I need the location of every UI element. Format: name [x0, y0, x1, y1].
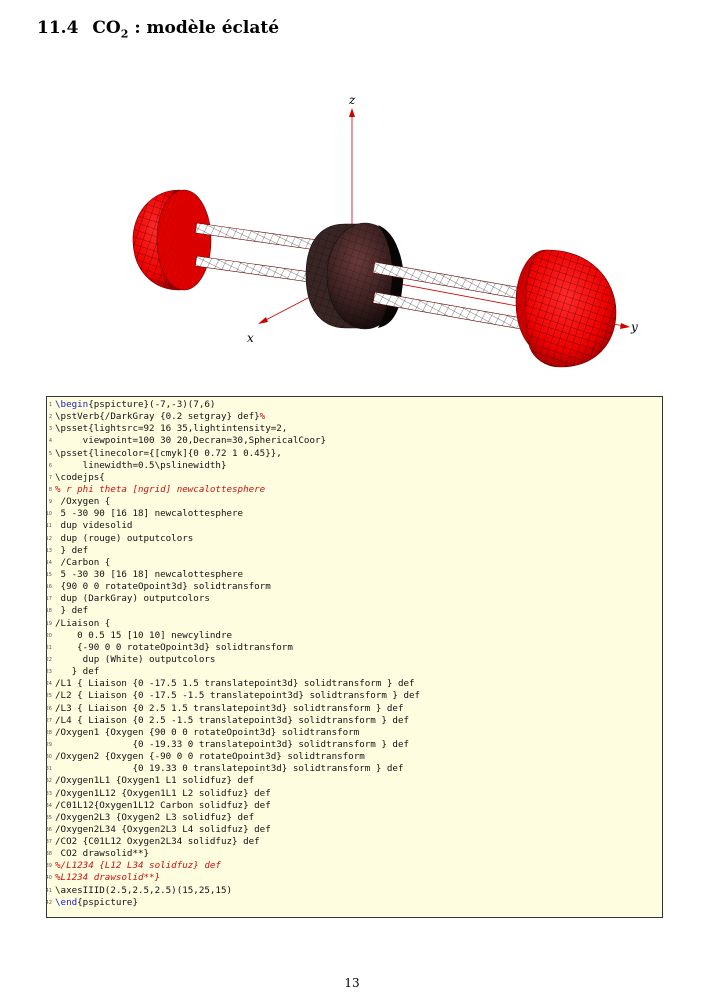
code-line: /Oxygen2L3 {Oxygen2 L3 solidfuz} def — [55, 811, 255, 823]
line-number: 12 — [45, 535, 52, 542]
line-number: 38 — [45, 851, 52, 858]
line-number: 37 — [45, 839, 52, 846]
line-number: 31 — [45, 766, 52, 773]
line-number: 3 — [48, 426, 52, 433]
code-line: {-90 0 0 rotateOpoint3d} solidtransform — [55, 641, 293, 653]
code-line: %/L1234 {L12 L34 solidfuz} def — [55, 860, 221, 872]
code-line: /L3 { Liaison {0 2.5 1.5 translatepoint3d} solidtransform } def — [55, 702, 404, 714]
code-line: 5 -30 30 [16 18] newcalottesphere — [55, 568, 244, 580]
line-number: 40 — [45, 875, 52, 882]
line-number: 4 — [48, 438, 52, 445]
x-axis-label: x — [247, 331, 254, 345]
code-line: 0 0.5 15 [10 10] newcylindre — [55, 629, 233, 641]
code-line: dup videsolid — [55, 520, 133, 532]
code-line: \codejps{ — [55, 471, 105, 483]
line-number: 26 — [45, 705, 52, 712]
line-number: 10 — [45, 511, 52, 518]
line-number: 18 — [45, 608, 52, 615]
line-number: 30 — [45, 754, 52, 761]
line-number: 6 — [48, 462, 52, 469]
code-line: /Oxygen1L12 {Oxygen1L1 L2 solidfuz} def — [55, 787, 271, 799]
line-number: 21 — [45, 644, 52, 651]
code-line: dup (rouge) outputcolors — [55, 532, 194, 544]
line-number: 11 — [45, 523, 52, 530]
line-number: 13 — [45, 547, 52, 554]
page-number: 13 — [344, 976, 360, 990]
code-line: } def — [55, 544, 89, 556]
code-line: \end{pspicture} — [55, 896, 138, 908]
code-line: \begin{pspicture}(-7,-3)(7,6) — [55, 399, 216, 410]
line-number: 23 — [45, 669, 52, 676]
line-number: 5 — [48, 450, 52, 457]
line-number: 9 — [48, 499, 52, 506]
line-number: 34 — [45, 802, 52, 809]
code-line: {0 19.33 0 translatepoint3d} solidtransform } def — [55, 763, 404, 775]
code-line-numbers — [40, 399, 52, 909]
code-line: 5 -30 90 [16 18] newcalottesphere — [55, 508, 244, 520]
code-line: /L4 { Liaison {0 2.5 -1.5 translatepoint3d} solidtransform } def — [55, 714, 410, 726]
z-axis-arrow — [349, 108, 355, 117]
code-line: /Carbon { — [55, 556, 111, 568]
line-number: 36 — [45, 826, 52, 833]
code-line: dup (White) outputcolors — [55, 653, 216, 665]
code-line: \psset{lightsrc=92 16 35,lightintensity=2, — [55, 423, 288, 435]
line-number: 19 — [45, 620, 52, 627]
code-line: } def — [55, 605, 89, 617]
section-title-suffix: : modèle éclaté — [128, 18, 280, 38]
code-line: /Oxygen2L34 {Oxygen2L3 L4 solidfuz} def — [55, 823, 271, 835]
line-number: 32 — [45, 778, 52, 785]
section-title-subscript: 2 — [120, 27, 129, 41]
line-number: 16 — [45, 584, 52, 591]
line-number: 42 — [45, 899, 52, 906]
line-number: 2 — [48, 414, 52, 421]
line-number: 17 — [45, 596, 52, 603]
code-line: \pstVerb{/DarkGray {0.2 setgray} def}% — [55, 411, 266, 423]
x-axis-arrow — [258, 317, 268, 324]
code-line: /C01L12{Oxygen1L12 Carbon solidfuz} def — [55, 799, 271, 811]
line-number: 33 — [45, 790, 52, 797]
code-line: linewidth=0.5\pslinewidth} — [55, 459, 227, 471]
code-line: % r phi theta [ngrid] newcalottesphere — [55, 483, 266, 495]
line-number: 8 — [48, 486, 52, 493]
code-line: {90 0 0 rotateOpoint3d} solidtransform — [55, 581, 271, 593]
line-number: 14 — [45, 559, 52, 566]
line-number: 7 — [48, 474, 52, 481]
code-line: /Oxygen1 {Oxygen {90 0 0 rotateOpoint3d} solidtransform — [55, 726, 360, 738]
code-line: dup (DarkGray) outputcolors — [55, 593, 210, 605]
line-number: 35 — [45, 814, 52, 821]
code-line: /Oxygen { — [55, 496, 111, 508]
line-number: 39 — [45, 863, 52, 870]
section-title-prefix: CO — [92, 18, 121, 38]
line-number: 27 — [45, 717, 52, 724]
section-heading — [37, 18, 279, 40]
bond-cylinders-right — [373, 262, 523, 329]
line-number: 41 — [45, 887, 52, 894]
line-number: 15 — [45, 571, 52, 578]
code-line: CO2 drawsolid**} — [55, 848, 150, 860]
line-number: 24 — [45, 681, 52, 688]
line-number: 22 — [45, 656, 52, 663]
code-line: /Oxygen2 {Oxygen {-90 0 0 rotateOpoint3d} solidtransform — [55, 751, 365, 763]
code-line: \psset{linecolor={[cmyk]{0 0.72 1 0.45}}, — [55, 447, 282, 459]
carbon-atom — [306, 223, 403, 329]
line-number: 29 — [45, 741, 52, 748]
code-line: viewpoint=100 30 20,Decran=30,SphericalCoor} — [55, 435, 327, 447]
code-listing — [55, 399, 420, 909]
code-line: /L2 { Liaison {0 -17.5 -1.5 translatepoint3d} solidtransform } def — [55, 690, 421, 702]
code-line: /L1 { Liaison {0 -17.5 1.5 translatepoint3d} solidtransform } def — [55, 678, 415, 690]
y-axis-label: y — [631, 320, 638, 334]
code-line: /CO2 {C01L12 Oxygen2L34 solidfuz} def — [55, 836, 260, 848]
line-number: 25 — [45, 693, 52, 700]
line-number: 28 — [45, 729, 52, 736]
code-line: } def — [55, 666, 100, 678]
section-number: 11.4 — [37, 18, 79, 38]
code-line: %L1234 drawsolid**} — [55, 872, 161, 884]
code-line: \axesIIID(2.5,2.5,2.5)(15,25,15) — [55, 884, 233, 896]
code-line: /Oxygen1L1 {Oxygen1 L1 solidfuz} def — [55, 775, 255, 787]
z-axis-label: z — [349, 93, 356, 107]
line-number: 1 — [48, 402, 52, 408]
co2-exploded-model-figure — [0, 90, 704, 390]
code-line: /Liaison { — [55, 617, 111, 629]
oxygen-atom-left — [133, 190, 211, 290]
code-line: {0 -19.33 0 translatepoint3d} solidtransform } def — [55, 738, 410, 750]
y-axis-arrow — [620, 323, 630, 329]
line-number: 20 — [45, 632, 52, 639]
oxygen-atom-right — [516, 250, 616, 367]
